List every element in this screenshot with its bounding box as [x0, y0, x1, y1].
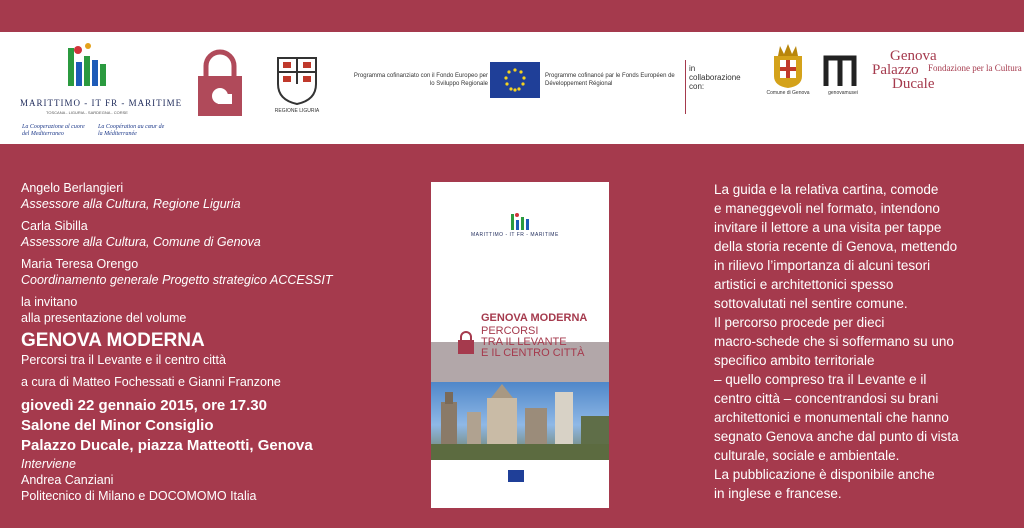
- book-cover-image: [431, 182, 609, 508]
- palazzo-fondazione: Fondazione per la Cultura: [928, 63, 1022, 73]
- regione-label: REGIONE LIGURIA: [274, 108, 320, 114]
- comune-genova-logo: [758, 42, 818, 132]
- person-3-role: Coordinamento generale Progetto strategico ACCESSIT: [21, 273, 333, 287]
- book-title: GENOVA MODERNA: [21, 330, 205, 351]
- comune-crest-icon: [758, 42, 818, 90]
- curators: a cura di Matteo Fochessati e Gianni Franzone: [21, 375, 281, 389]
- palazzo-ducale-word: Ducale: [892, 76, 935, 92]
- desc-line: in inglese e francese.: [714, 486, 842, 501]
- desc-line: macro-schede che si soffermano su uno: [714, 334, 954, 349]
- motto-french: La Coopération au cœur de la Méditerranée: [98, 124, 165, 137]
- programme-italian: Programma cofinanziato con il Fondo Europeo per lo Sviluppo Regionale: [353, 73, 488, 87]
- description: [714, 180, 1014, 503]
- desc-line: invitare il lettore a una visita per tappe: [714, 220, 942, 235]
- main-panel: [0, 146, 1024, 528]
- accessit-logo: [190, 46, 250, 126]
- regione-shield-icon: [272, 54, 322, 106]
- logo-bar: [0, 32, 1024, 144]
- invitation-text: [21, 180, 411, 504]
- book-logo-title: MARITTIMO - IT FR - MARITIME: [471, 232, 559, 238]
- desc-line: segnato Genova anche dal punto di vista: [714, 429, 959, 444]
- genovamusei-label: genovamusei: [828, 90, 858, 96]
- desc-line: e maneggevoli nel formato, intendono: [714, 201, 940, 216]
- programme-french: Programme cofinancé par le Fonds Européen de Développement Régional: [545, 73, 675, 87]
- venue-address: Palazzo Ducale, piazza Matteotti, Genova: [21, 437, 313, 454]
- speaker-org: Politecnico di Milano e DOCOMOMO Italia: [21, 489, 257, 503]
- desc-line: La pubblicazione è disponibile anche: [714, 467, 935, 482]
- invite-line-1: la invitano: [21, 295, 78, 309]
- speaker-label: Interviene: [21, 457, 76, 471]
- divider: [685, 60, 686, 114]
- book-cover-subtitle-2: TRA IL LEVANTE: [481, 336, 567, 348]
- eu-flag-icon: [490, 62, 540, 98]
- person-1-role: Assessore alla Cultura, Regione Liguria: [21, 197, 241, 211]
- desc-line: artistici e architettonici spesso: [714, 277, 894, 292]
- invite-line-2: alla presentazione del volume: [21, 311, 187, 325]
- book-cover-subtitle-3: E IL CENTRO CITTÀ: [481, 347, 585, 359]
- genovamusei-m-icon: [818, 46, 868, 90]
- book-marittimo-icon: [505, 210, 535, 232]
- book-cover-title: GENOVA MODERNA: [481, 312, 588, 324]
- desc-line: – quello compreso tra il Levante e il: [714, 372, 927, 387]
- person-3-name: Maria Teresa Orengo: [21, 257, 139, 271]
- desc-line: La guida e la relativa cartina, comode: [714, 182, 939, 197]
- book-eu-flag-icon: [508, 470, 524, 482]
- desc-line: architettonici e monumentali che hanno: [714, 410, 949, 425]
- motto-italian: La Cooperazione al cuore del Mediterraneo: [22, 124, 85, 137]
- marittimo-subtitle: TOSCANA - LIGURIA - SARDEGNA - CORSE: [46, 110, 128, 115]
- desc-line: centro città – concentrandosi su brani: [714, 391, 939, 406]
- regione-liguria-logo: [272, 54, 322, 124]
- book-accessit-icon: [455, 330, 477, 358]
- palazzo-genova-word: Genova: [890, 48, 937, 64]
- genovamusei-logo: [818, 46, 868, 126]
- collaboration-label: in collaborazione con:: [689, 64, 741, 91]
- desc-line: specifico ambito territoriale: [714, 353, 875, 368]
- desc-line: della storia recente di Genova, mettendo: [714, 239, 958, 254]
- desc-line: culturale, sociale e ambientale.: [714, 448, 900, 463]
- person-1-name: Angelo Berlangieri: [21, 181, 124, 195]
- person-2-role: Assessore alla Cultura, Comune di Genova: [21, 235, 261, 249]
- book-subtitle: Percorsi tra il Levante e il centro città: [21, 353, 226, 367]
- palazzo-palazzo-word: Palazzo: [872, 62, 919, 78]
- comune-label: Comune di Genova: [766, 90, 810, 96]
- book-cover-photo: [431, 382, 609, 460]
- marittimo-title: MARITTIMO - IT FR - MARITIME: [20, 98, 183, 108]
- top-band: [0, 0, 1024, 32]
- book-cover-subtitle-1: PERCORSI: [481, 325, 539, 337]
- accessit-lock-icon: [190, 46, 250, 126]
- marittimo-logo: [18, 38, 183, 138]
- desc-line: Il percorso procede per dieci: [714, 315, 885, 330]
- speaker-name: Andrea Canziani: [21, 473, 114, 487]
- desc-line: in rilievo l’importanza di alcuni tesori: [714, 258, 931, 273]
- event-date: giovedì 22 gennaio 2015, ore 17.30: [21, 397, 267, 414]
- desc-line: sottovalutati nel sentire comune.: [714, 296, 908, 311]
- palazzo-ducale-logo: [872, 48, 1022, 108]
- venue-room: Salone del Minor Consiglio: [21, 417, 214, 434]
- marittimo-mark-icon: [18, 38, 168, 98]
- person-2-name: Carla Sibilla: [21, 219, 88, 233]
